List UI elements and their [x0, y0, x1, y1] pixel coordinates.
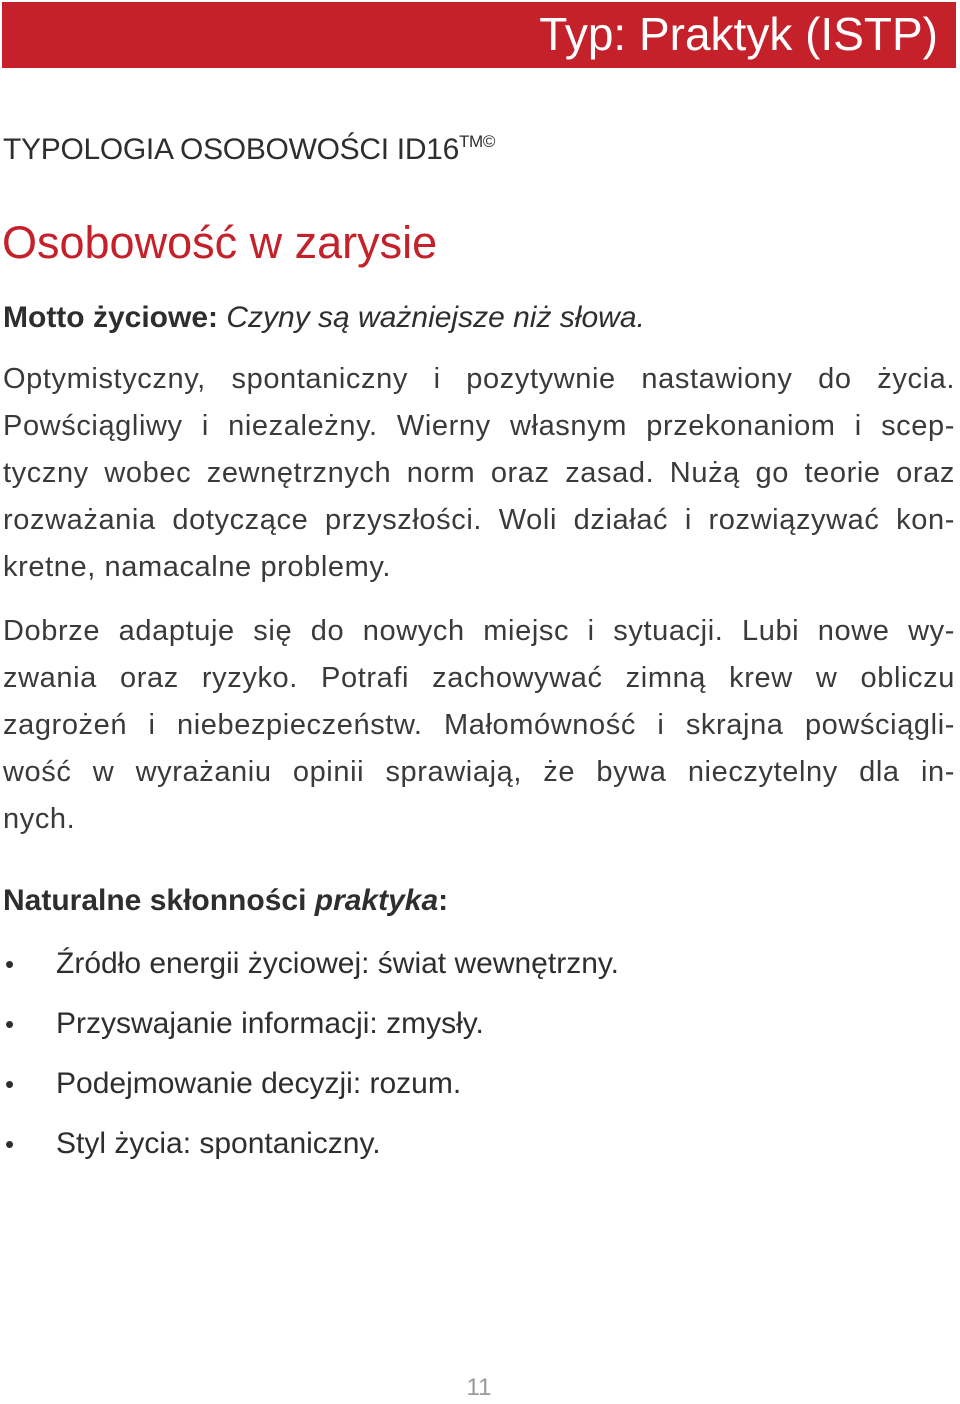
paragraph-overview: [3, 356, 955, 591]
bullet-icon: •: [5, 1009, 15, 1039]
page-number: 11: [466, 1374, 492, 1401]
paragraph-line: Powściągliwy i niezależny. Wierny własnym przekonaniom i scep-: [3, 410, 955, 442]
list-item-text: Źródło energii życiowej: świat wewnętrzny.: [56, 947, 619, 980]
traits-heading-suffix: :: [438, 884, 449, 917]
page-title: Typ: Praktyk (ISTP): [539, 8, 938, 60]
list-item-text: Podejmowanie decyzji: rozum.: [56, 1067, 462, 1100]
motto-text: Czyny są ważniejsze niż słowa.: [226, 301, 645, 334]
paragraph-adaptation: [3, 608, 955, 843]
bullet-icon: •: [5, 1129, 15, 1159]
typology-subtitle-text: TYPOLOGIA OSOBOWOŚCI ID16: [3, 133, 459, 166]
traits-heading-prefix: Naturalne skłonności: [3, 884, 315, 917]
traits-heading: [3, 880, 448, 922]
paragraph-line: kretne, namacalne problemy.: [3, 551, 392, 583]
motto: [3, 298, 645, 338]
typology-subtitle: [3, 130, 495, 170]
trademark-mark: TM©: [458, 132, 496, 151]
traits-heading-emphasis: praktyka: [314, 884, 439, 917]
paragraph-line: Optymistyczny, spontaniczny i pozytywnie nastawiony do życia.: [3, 363, 955, 395]
bullet-icon: •: [5, 1069, 15, 1099]
paragraph-line: tyczny wobec zewnętrznych norm oraz zasad. Nużą go teorie oraz: [3, 457, 955, 489]
paragraph-line: Dobrze adaptuje się do nowych miejsc i sytuacji. Lubi nowe wy-: [3, 615, 955, 647]
motto-label: Motto życiowe:: [3, 301, 218, 334]
paragraph-line: rozważania dotyczące przyszłości. Woli działać i rozwiązywać kon-: [3, 504, 955, 536]
bullet-icon: •: [5, 949, 15, 979]
paragraph-line: zwania oraz ryzyko. Potrafi zachowywać zimną krew w obliczu: [3, 662, 955, 694]
list-item-text: Przyswajanie informacji: zmysły.: [56, 1007, 484, 1040]
paragraph-line: zagrożeń i niebezpieczeństw. Małomówność i skrajna powściągli-: [3, 709, 955, 741]
list-item-text: Styl życia: spontaniczny.: [56, 1127, 381, 1160]
header-bar: [2, 2, 956, 68]
paragraph-line: wość w wyrażaniu opinii sprawiają, że bywa nieczytelny dla in-: [3, 756, 955, 788]
paragraph-line: nych.: [3, 803, 76, 835]
section-title: Osobowość w zarysie: [2, 217, 438, 268]
